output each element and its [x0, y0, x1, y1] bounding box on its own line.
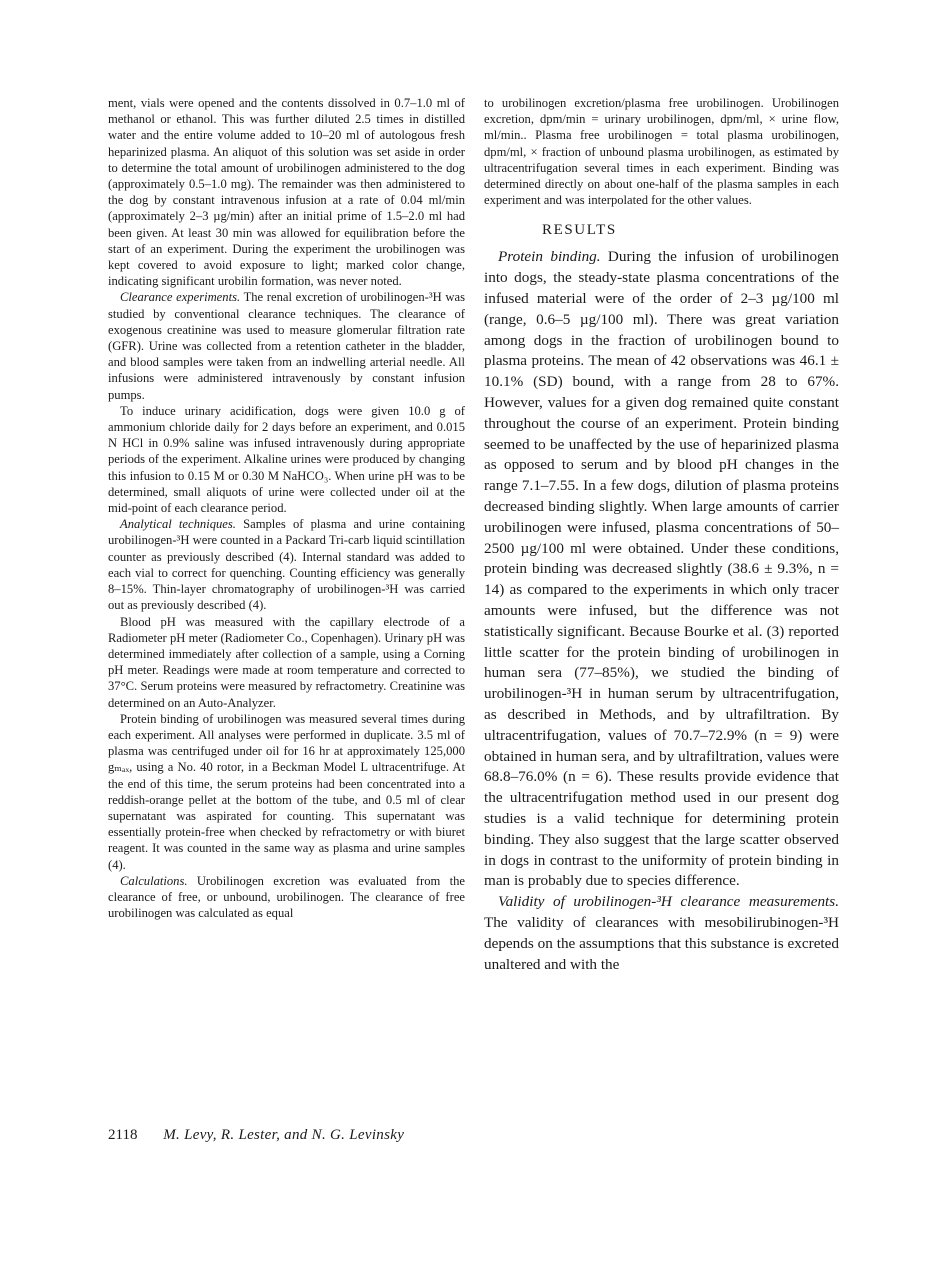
run-in-heading: Calculations. — [120, 873, 188, 888]
paragraph-text: Urobilinogen excretion was evaluated from the clearance of free, or unbound, urobilinogen. The clearance of free urobilinogen was calculated as equal — [108, 873, 465, 921]
run-in-heading: Validity of urobilinogen-³H clearance measurements. — [498, 893, 839, 911]
paragraph-analytical-techniques — [108, 516, 465, 613]
paragraph-clearance-validity — [484, 892, 839, 975]
paragraph-protein-binding-method: Protein binding of urobilinogen was measured several times during each experiment. All analyses were performed in duplicate. 3.5 ml of plasma was centrifuged under oil for 16 hr at approximately 125,000 gₘₐₓ, using a No. 40 rotor, in a Beckman Model L ultracentrifuge. At the end of this time, the serum proteins had been concentrated into a reddish-orange pellet at the bottom of the tube, and 0.5 ml of clear supernatant was aspirated for counting. This supernatant was essentially protein-free when checked by refractometry or with biuret reagent. It was counted in the same way as plasma and urine samples (4). — [108, 711, 465, 872]
page-number: 2118 — [108, 1127, 138, 1143]
paragraph-blood-ph: Blood pH was measured with the capillary electrode of a Radiometer pH meter (Radiometer Co., Copenhagen). Urinary pH was determined immediately after collection of a sample, using a Corning pH meter. Readings were made at room temperature and corrected to 37°C. Serum proteins were measured by refractometry. Creatinine was determined on an Auto-Analyzer. — [108, 614, 465, 710]
run-in-heading: Protein binding. — [498, 248, 601, 266]
paragraph-text: The validity of clearances with mesobilirubinogen-³H depends on the assumptions that this substance is excreted unaltered and with the — [484, 913, 839, 973]
run-in-heading: Analytical techniques. — [120, 517, 236, 532]
paragraph-clearance-experiments — [108, 289, 465, 402]
paragraph-calculations — [108, 873, 465, 922]
paragraph-methods-continued: ment, vials were opened and the contents dissolved in 0.7–1.0 ml of methanol or ethanol. This was further diluted 2.5 times in distilled water and the entire volume added to 10–20 ml of autologous fresh heparinized plasma. An aliquot of this solution was set aside in order to determine the total amount of urobilinogen administered to the dog (approximately 0.5–1.0 mg). The remainder was then administered to the dog by constant intravenous infusion at a rate of 0.04 ml/min (approximately 2–3 µg/min) after an initial prime of 1.5–2.0 ml had been given. At least 30 min was allowed for equilibration before the start of an experiment. During the experiment the urobilinogen was kept covered to avoid exposure to light; marked color change, indicating significant urobilin formation, was never noted. — [108, 96, 465, 289]
page-footer — [108, 1127, 404, 1144]
paragraph-calculations-continued: to urobilinogen excretion/plasma free urobilinogen. Urobilinogen excretion, dpm/min = urinary urobilinogen, dpm/ml, × urine flow, ml/min.. Plasma free urobilinogen = total plasma urobilinogen, dpm/ml, × fraction of unbound plasma urobilinogen, as estimated by ultracentrifugation several times in each experiment. Binding was determined directly on about one-half of the plasma samples in each experiment and was interpolated for the other values. — [484, 96, 839, 208]
left-column — [108, 95, 465, 921]
paragraph-text: The renal excretion of urobilinogen-³H was studied by conventional clearance techniques. The clearance of exogenous creatinine was used to measure glomerular filtration rate (GFR). Urine was collected from a retention catheter in the bladder, and blood samples were taken from an indwelling arterial needle. All infusions were administered intravenously by constant infusion pumps. — [108, 290, 465, 402]
paragraph-text: Samples of plasma and urine containing urobilinogen-³H were counted in a Packard Tri-carb liquid scintillation counter as previously described (4). Internal standard was added to each vial to correct for quenching. Counting efficiency was generally 8–15%. Thin-layer chromatography of urobilinogen-³H was carried out as previously described (4). — [108, 517, 465, 613]
section-heading-results: RESULTS — [542, 222, 617, 239]
run-in-heading: Clearance experiments. — [120, 290, 241, 305]
running-authors: M. Levy, R. Lester, and N. G. Levinsky — [163, 1127, 405, 1143]
paragraph-protein-binding-results — [484, 247, 839, 892]
paragraph-acidification: To induce urinary acidification, dogs were given 10.0 g of ammonium chloride daily for 2 days before an experiment, and 0.015 N HCl in 0.9% saline was infused intravenously during appropriate periods of the experiment. Alkaline urines were produced by changing this infusion to 0.15 M or 0.30 M NaHCO₃. When urine pH was to be determined, small aliquots of urine were collected under oil at the mid-point of each clearance period. — [108, 403, 465, 516]
right-column — [484, 95, 839, 975]
paragraph-text: During the infusion of urobilinogen into dogs, the steady-state plasma concentrations of the infused material were of the order of 2–3 µg/100 ml (range, 0.6–5 µg/100 ml). There was great variation among dogs in the fraction of urobilinogen bound to plasma proteins. The mean of 42 observations was 46.1 ± 10.1% (SD) bound, with a range from 28 to 67%. However, values for a given dog remained quite constant throughout the course of an experiment. Protein binding seemed to be unaffected by the use of heparinized plasma as opposed to serum and by blood pH changes in the range 7.1–7.55. In a few dogs, dilution of plasma proteins decreased binding slightly. When large amounts of carrier urobilinogen were infused, plasma concentrations of 50–2500 µg/100 ml were obtained. Under these conditions, protein binding was decreased slightly (38.6 ± 9.3%, n = 14) as compared to the experiments in which only tracer amounts were infused, but the difference was not statistically significant. Because Bourke et al. (3) reported little scatter for the protein binding of urobilinogen in human sera (77–85%), we studied the binding of urobilinogen-³H in human serum by ultracentrifugation, as described in Methods, and by ultrafiltration. By ultracentrifugation, values of 70.7–72.9% (n = 9) were obtained in human sera, and by ultrafiltration, values were 68.8–76.0% (n = 6). These results provide evidence that the ultracentrifugation method used in our present dog studies is a valid technique for determining protein binding. They also suggest that the large scatter observed in dogs in contrast to the uniformity of protein binding in man is probably due to species difference. — [484, 248, 839, 890]
